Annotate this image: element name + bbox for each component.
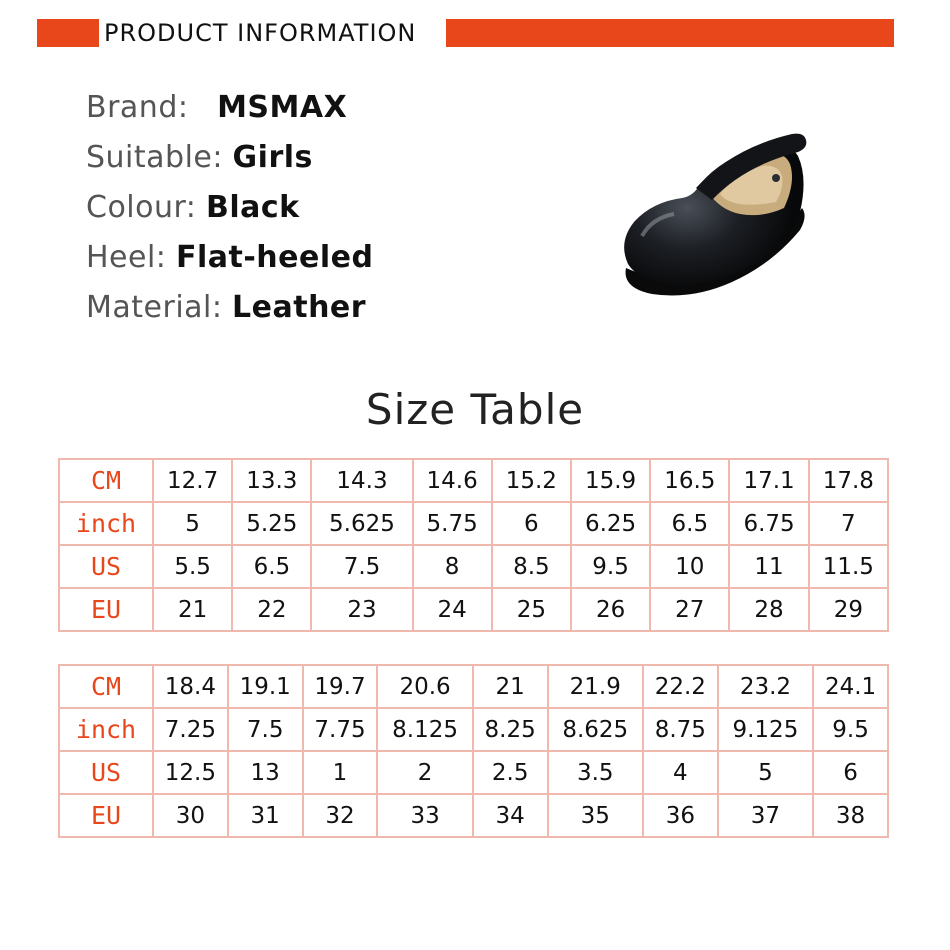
info-value: Flat-heeled [175,240,374,275]
size-cell: 9.5 [813,708,888,751]
size-cell: 14.3 [311,459,412,502]
size-table-title: Size Table [365,385,585,434]
size-row-cm [59,665,888,708]
size-cell: 6 [492,502,571,545]
info-label: Colour: [86,190,197,225]
row-header: CM [59,665,153,708]
black-mary-jane-shoe-icon [612,118,820,304]
size-cell: 5.25 [232,502,311,545]
size-cell: 17.8 [809,459,888,502]
size-row-cm [59,459,888,502]
size-cell: 5.75 [413,502,492,545]
size-cell: 21 [153,588,232,631]
size-row-us [59,751,888,794]
size-cell: 19.1 [228,665,303,708]
size-row-eu [59,588,888,631]
size-cell: 5.5 [153,545,232,588]
size-cell: 15.9 [571,459,650,502]
section-title: PRODUCT INFORMATION [104,19,417,47]
info-material [86,288,373,338]
size-cell: 22.2 [643,665,718,708]
row-header: inch [59,502,153,545]
info-value: Leather [232,290,367,325]
row-header: US [59,545,153,588]
size-cell: 11.5 [809,545,888,588]
info-value: Girls [232,140,313,175]
size-cell: 19.7 [303,665,378,708]
size-cell: 6.5 [232,545,311,588]
size-cell: 13.3 [232,459,311,502]
size-cell: 20.6 [377,665,472,708]
size-cell: 10 [650,545,729,588]
size-cell: 4 [643,751,718,794]
size-cell: 24 [413,588,492,631]
size-cell: 6.5 [650,502,729,545]
size-cell: 25 [492,588,571,631]
row-header: US [59,751,153,794]
info-brand [86,88,373,138]
size-cell: 31 [228,794,303,837]
size-cell: 15.2 [492,459,571,502]
size-cell: 5.625 [311,502,412,545]
size-cell: 21 [473,665,548,708]
size-cell: 7 [809,502,888,545]
size-cell: 6 [813,751,888,794]
size-cell: 33 [377,794,472,837]
size-cell: 3.5 [548,751,643,794]
size-cell: 7.5 [311,545,412,588]
size-cell: 17.1 [729,459,808,502]
size-cell: 7.5 [228,708,303,751]
size-cell: 23 [311,588,412,631]
row-header: inch [59,708,153,751]
size-cell: 8.25 [473,708,548,751]
size-cell: 34 [473,794,548,837]
size-cell: 12.7 [153,459,232,502]
info-value: MSMAX [217,90,348,125]
info-label: Material: [86,290,223,325]
size-cell: 23.2 [718,665,813,708]
size-cell: 8 [413,545,492,588]
size-cell: 8.125 [377,708,472,751]
size-cell: 6.75 [729,502,808,545]
info-heel [86,238,373,288]
size-cell: 35 [548,794,643,837]
size-cell: 30 [153,794,228,837]
size-cell: 16.5 [650,459,729,502]
size-cell: 6.25 [571,502,650,545]
info-suitable [86,138,373,188]
size-table-2 [58,664,889,838]
size-table-1 [58,458,889,632]
size-cell: 21.9 [548,665,643,708]
size-cell: 8.75 [643,708,718,751]
row-header: EU [59,588,153,631]
size-cell: 27 [650,588,729,631]
info-label: Brand: [86,90,189,125]
size-cell: 22 [232,588,311,631]
product-info-list [86,88,373,338]
size-cell: 24.1 [813,665,888,708]
size-cell: 7.75 [303,708,378,751]
header-banner-left [37,19,99,47]
row-header: CM [59,459,153,502]
size-cell: 28 [729,588,808,631]
size-cell: 29 [809,588,888,631]
size-cell: 8.5 [492,545,571,588]
size-cell: 9.5 [571,545,650,588]
info-colour [86,188,373,238]
size-cell: 12.5 [153,751,228,794]
size-cell: 7.25 [153,708,228,751]
size-cell: 1 [303,751,378,794]
size-row-inch [59,502,888,545]
size-cell: 37 [718,794,813,837]
size-cell: 18.4 [153,665,228,708]
size-row-us [59,545,888,588]
size-cell: 5 [153,502,232,545]
size-cell: 14.6 [413,459,492,502]
info-label: Heel: [86,240,167,275]
header-banner-right [446,19,894,47]
size-row-eu [59,794,888,837]
size-cell: 9.125 [718,708,813,751]
info-value: Black [205,190,300,225]
size-cell: 2 [377,751,472,794]
size-cell: 11 [729,545,808,588]
size-cell: 32 [303,794,378,837]
size-cell: 13 [228,751,303,794]
size-cell: 38 [813,794,888,837]
size-cell: 2.5 [473,751,548,794]
row-header: EU [59,794,153,837]
size-cell: 36 [643,794,718,837]
size-cell: 26 [571,588,650,631]
size-cell: 8.625 [548,708,643,751]
info-label: Suitable: [86,140,223,175]
size-row-inch [59,708,888,751]
size-cell: 5 [718,751,813,794]
